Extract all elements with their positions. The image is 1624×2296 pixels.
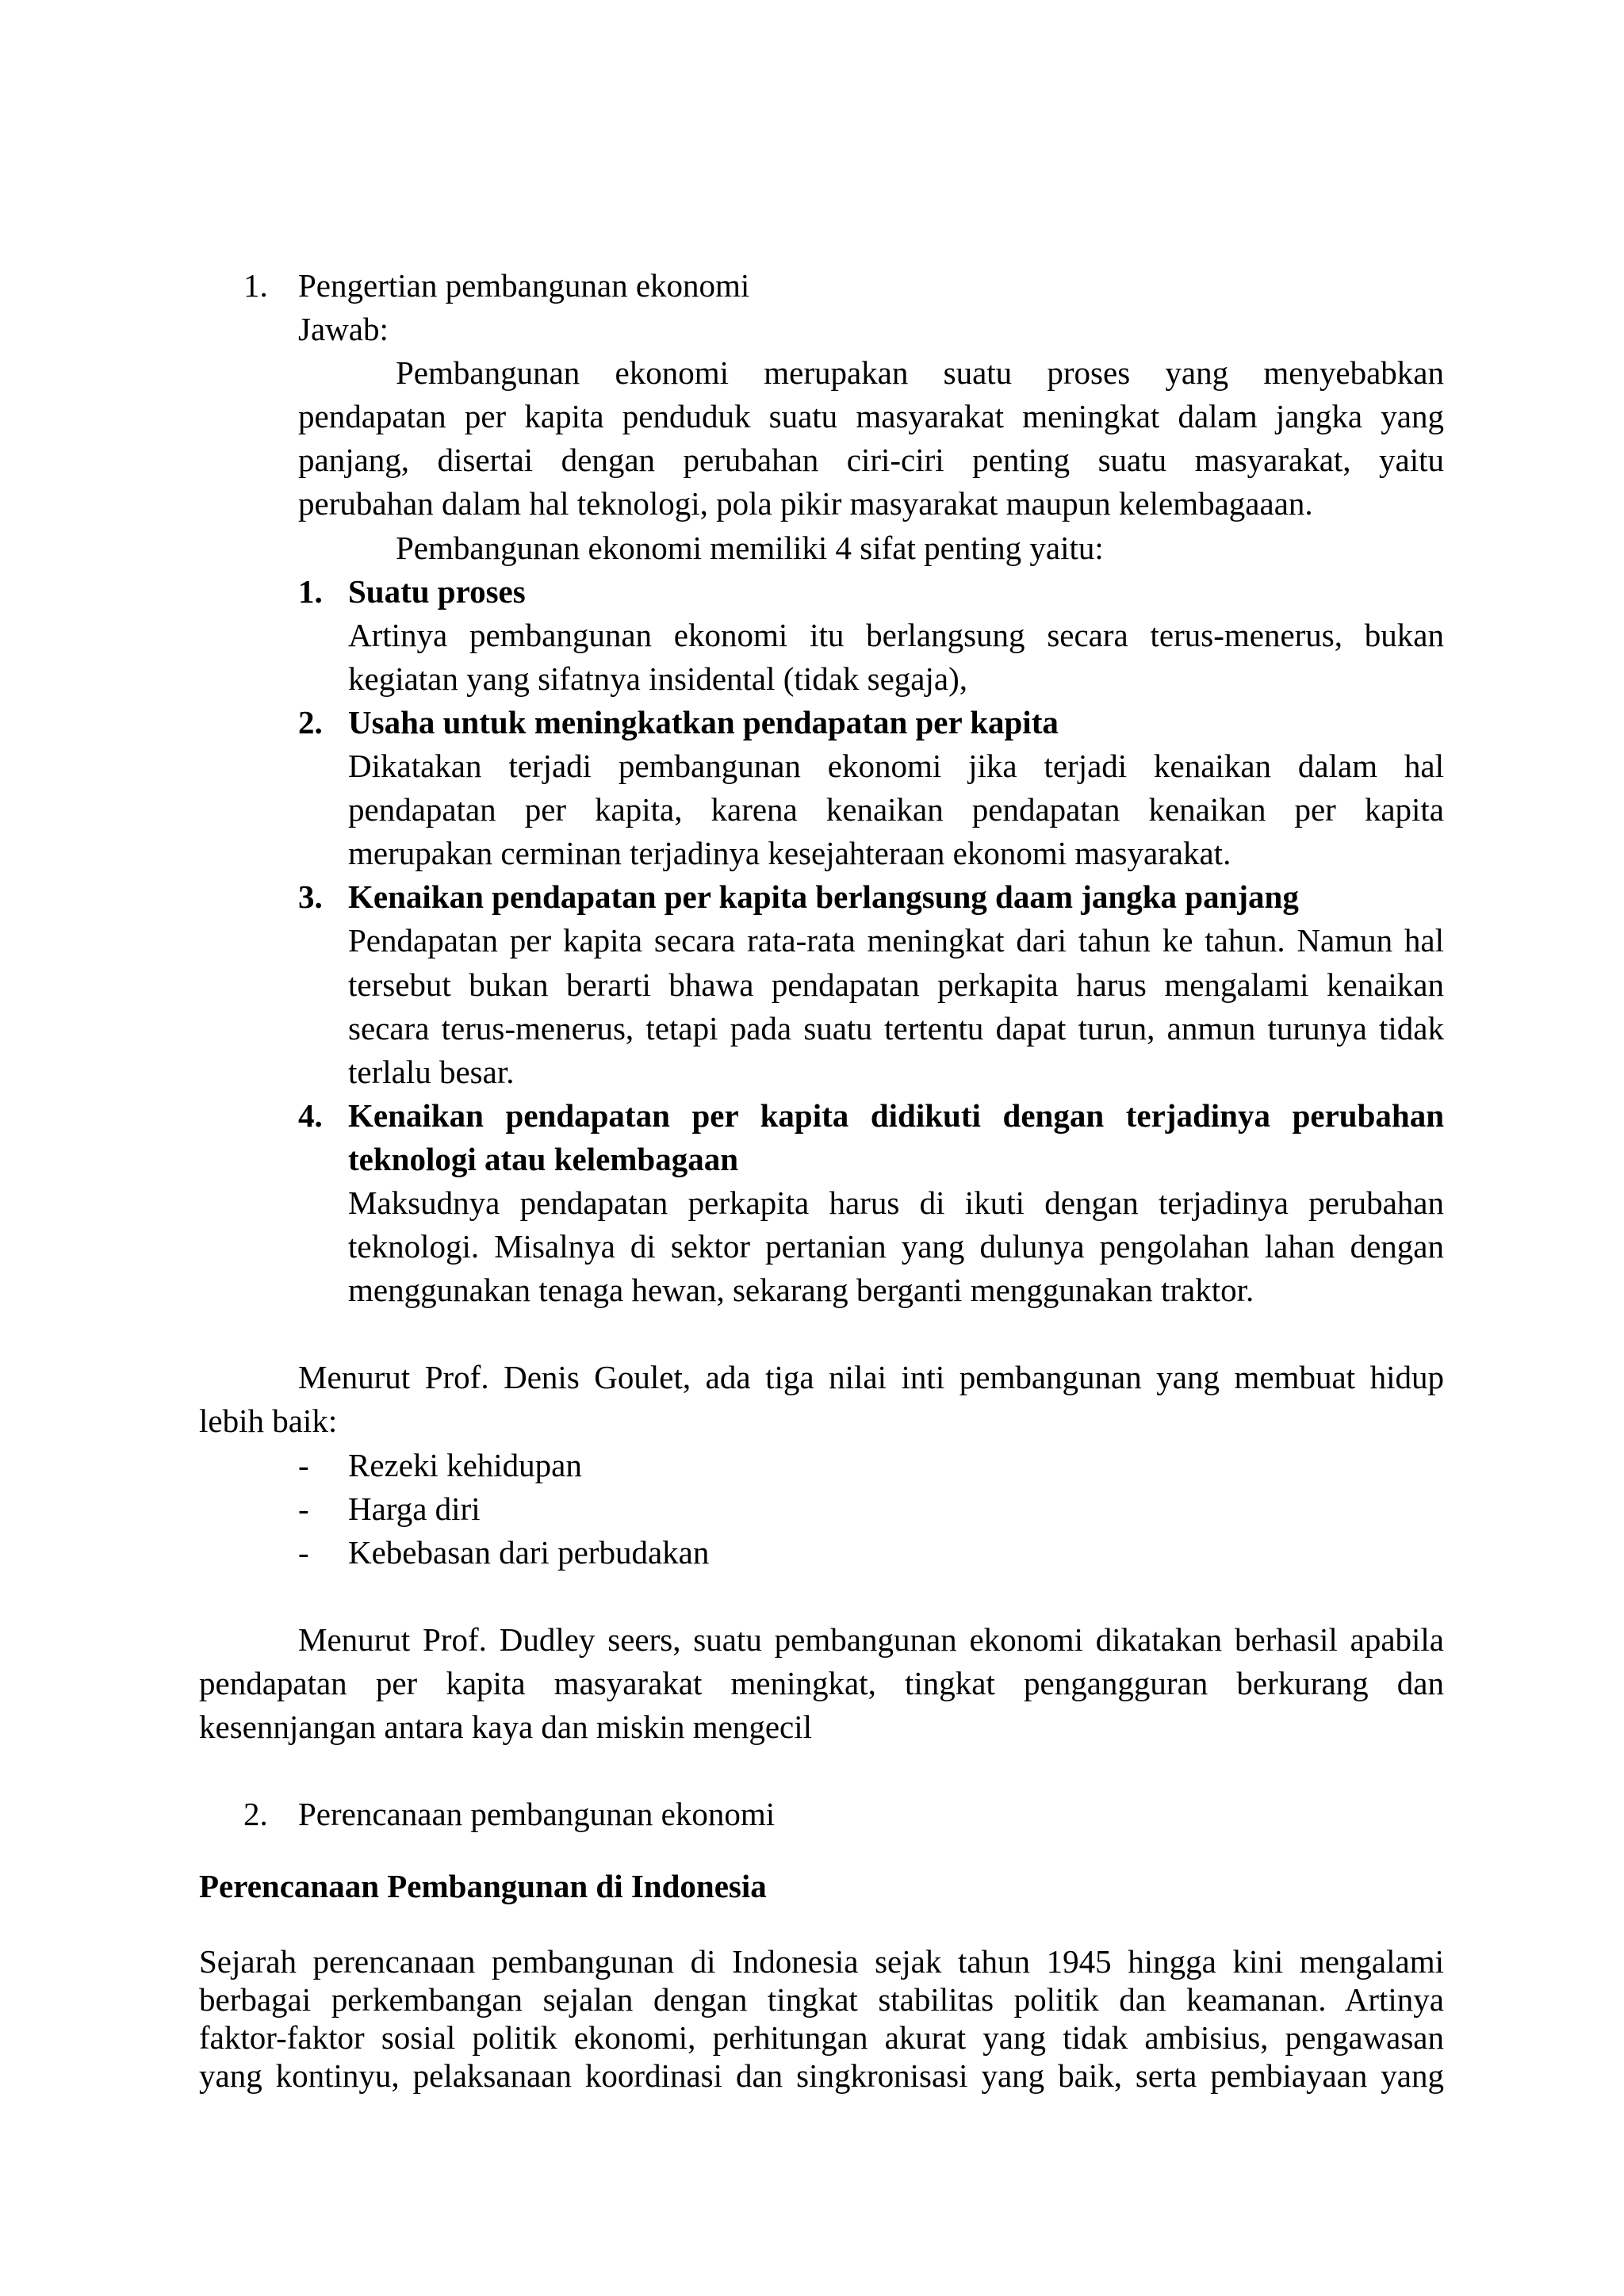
- property-title-text: Kenaikan pendapatan per kapita didikuti dengan terjadinya perubahan: [348, 1096, 1444, 1134]
- property-title-text: Suatu proses: [348, 572, 526, 610]
- property-number: 1.: [298, 572, 323, 610]
- property-title-text: teknologi atau kelembagaan: [348, 1140, 739, 1177]
- goulet-line: Menurut Prof. Denis Goulet, ada tiga nilai inti pembangunan yang membuat hidup: [298, 1359, 1444, 1396]
- definition-line: panjang, disertai dengan perubahan ciri-ciri penting suatu masyarakat, yaitu: [298, 442, 1444, 479]
- property-number: 2.: [298, 703, 323, 740]
- property-title-text: Kenaikan pendapatan per kapita berlangsung daam jangka panjang: [348, 878, 1299, 916]
- property-text-line: tersebut bukan berarti bhawa pendapatan perkapita harus mengalami kenaikan: [348, 966, 1444, 1003]
- history-paragraph: [199, 1943, 1444, 2095]
- section-1-number: 1.: [243, 267, 268, 304]
- property-text-line: terlalu besar.: [348, 1053, 515, 1090]
- property-text-line: Artinya pembangunan ekonomi itu berlangsung secara terus-menerus, bukan: [348, 616, 1444, 653]
- blank-line: [199, 1749, 1444, 1793]
- core-value-text: Harga diri: [348, 1490, 481, 1527]
- property-text-line: kegiatan yang sifatnya insidental (tidak segaja),: [348, 660, 968, 697]
- properties-list: [199, 570, 1444, 1313]
- core-value-text: Kebebasan dari perbudakan: [348, 1533, 710, 1571]
- section-subheading: Perencanaan Pembangunan di Indonesia: [199, 1868, 767, 1905]
- seers-paragraph: [199, 1618, 1444, 1749]
- dash-bullet: -: [298, 1446, 309, 1483]
- seers-line: kesennjangan antara kaya dan miskin mengecil: [199, 1709, 813, 1746]
- history-line: berbagai perkembangan sejalan dengan tingkat stabilitas politik dan keamanan. Artinya: [199, 1981, 1444, 2019]
- goulet-line: lebih baik:: [199, 1402, 338, 1440]
- properties-intro: Pembangunan ekonomi memiliki 4 sifat penting yaitu:: [396, 529, 1104, 566]
- answer-label: Jawab:: [298, 311, 389, 348]
- core-value-text: Rezeki kehidupan: [348, 1446, 582, 1483]
- property-text-line: Dikatakan terjadi pembangunan ekonomi jika terjadi kenaikan dalam hal: [348, 748, 1444, 785]
- property-number: 3.: [298, 878, 323, 916]
- blank-line: [199, 1575, 1444, 1618]
- seers-line: Menurut Prof. Dudley seers, suatu pembangunan ekonomi dikatakan berhasil apabila: [298, 1621, 1444, 1658]
- core-values-list: [199, 1444, 1444, 1575]
- definition-paragraph: [199, 351, 1444, 526]
- history-line: yang kontinyu, pelaksanaan koordinasi dan singkronisasi yang baik, serta pembiayaan yang: [199, 2057, 1444, 2094]
- document-body: [199, 264, 1444, 2095]
- seers-line: pendapatan per kapita masyarakat meningkat, tingkat pengangguran berkurang dan: [199, 1665, 1444, 1701]
- definition-line: perubahan dalam hal teknologi, pola pikir masyarakat maupun kelembagaaan.: [298, 485, 1313, 522]
- property-text-line: secara terus-menerus, tetapi pada suatu tertentu dapat turun, anmun turunya tidak: [348, 1009, 1444, 1047]
- property-text-line: Pendapatan per kapita secara rata-rata meningkat dari tahun ke tahun. Namun hal: [348, 922, 1444, 959]
- property-title: [199, 1094, 1444, 1138]
- blank-line: [199, 1312, 1444, 1356]
- core-value-item: [199, 1531, 1444, 1575]
- core-value-item: [199, 1444, 1444, 1487]
- definition-line: pendapatan per kapita penduduk suatu masyarakat meningkat dalam jangka yang: [298, 398, 1444, 435]
- property-text-line: merupakan cerminan terjadinya kesejahteraan ekonomi masyarakat.: [348, 835, 1231, 872]
- section-2-heading: [199, 1793, 1444, 1836]
- property-item-1: [199, 570, 1444, 701]
- property-title: [199, 701, 1444, 744]
- dash-bullet: -: [298, 1490, 309, 1527]
- history-line: faktor-faktor sosial politik ekonomi, perhitungan akurat yang tidak ambisius, pengawasan: [199, 2019, 1444, 2056]
- goulet-paragraph: [199, 1356, 1444, 1443]
- property-text-line: pendapatan per kapita, karena kenaikan pendapatan kenaikan per kapita: [348, 791, 1444, 828]
- history-line: Sejarah perencanaan pembangunan di Indonesia sejak tahun 1945 hingga kini mengalami: [199, 1943, 1444, 1980]
- property-title-text: Usaha untuk meningkatkan pendapatan per kapita: [348, 703, 1059, 740]
- section-1-heading: [199, 264, 1444, 308]
- property-item-4: [199, 1094, 1444, 1312]
- section-1-title: Pengertian pembangunan ekonomi: [298, 267, 750, 304]
- property-text-line: teknologi. Misalnya di sektor pertanian yang dulunya pengolahan lahan dengan: [348, 1228, 1444, 1265]
- property-number: 4.: [298, 1096, 323, 1134]
- property-text-line: Maksudnya pendapatan perkapita harus di ikuti dengan terjadinya perubahan: [348, 1184, 1444, 1221]
- property-title: [199, 875, 1444, 919]
- property-item-3: [199, 875, 1444, 1093]
- property-text-line: menggunakan tenaga hewan, sekarang berganti menggunakan traktor.: [348, 1272, 1254, 1309]
- dash-bullet: -: [298, 1533, 309, 1571]
- core-value-item: [199, 1487, 1444, 1531]
- property-title: [199, 570, 1444, 614]
- section-2-number: 2.: [243, 1796, 268, 1833]
- property-item-2: [199, 701, 1444, 875]
- definition-line: Pembangunan ekonomi merupakan suatu proses yang menyebabkan: [396, 354, 1444, 392]
- section-2-title: Perencanaan pembangunan ekonomi: [298, 1796, 776, 1833]
- indonesia-planning-section: [199, 1868, 1444, 2095]
